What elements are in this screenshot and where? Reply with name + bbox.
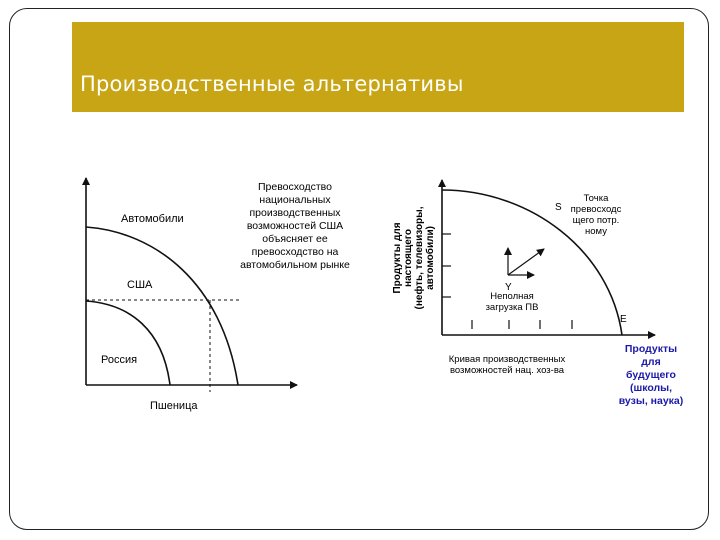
x-label-line: вузы, наука) [618, 395, 684, 407]
y-axis-ticks [442, 234, 451, 297]
left-x-axis-label: Пшеница [150, 400, 198, 412]
usa-label: США [127, 279, 153, 291]
right-y-axis-label [392, 206, 436, 309]
note-line: превосходство на [251, 246, 339, 258]
x-label-line: Продукты [624, 343, 678, 355]
note-line: автомобильном рынке [240, 259, 350, 271]
x-label-line: будущего [626, 369, 676, 381]
underuse-line: загрузка ПВ [485, 302, 539, 313]
point-e-label: E [620, 314, 627, 325]
russia-ppf-curve [86, 301, 170, 385]
underuse-label [486, 291, 539, 313]
point-note [571, 193, 622, 237]
point-note-line: Точка [583, 193, 609, 204]
point-note-line: щего потр. [572, 215, 620, 226]
growth-arrow-diagonal [508, 249, 544, 275]
ppf-caption-line: Кривая производственных [448, 354, 566, 365]
slide-title: Производственные альтернативы [80, 72, 464, 96]
underuse-line: Неполная [490, 291, 534, 302]
usa-advantage-note [240, 181, 350, 271]
x-label-line: для [641, 356, 661, 368]
y-label-line: настоящего [403, 229, 414, 287]
x-label-line: (школы, [629, 382, 673, 394]
right-x-axis-label [619, 343, 684, 407]
russia-label: Россия [101, 354, 138, 366]
note-line: национальных [259, 194, 331, 206]
left-y-axis-label: Автомобили [121, 213, 184, 225]
point-note-line: ному [585, 226, 607, 237]
y-label-line: Продукты для [392, 222, 403, 294]
note-line: производственных [249, 207, 341, 219]
note-line: объясняет ее [262, 233, 328, 245]
point-y-label: Y [505, 282, 512, 293]
right-diagram [392, 180, 683, 407]
y-label-line: (нефть, телевизоры, [414, 206, 425, 310]
note-line: Превосходство [257, 181, 333, 193]
point-s-label: S [555, 202, 562, 213]
note-line: возможностей США [246, 220, 344, 232]
left-diagram [86, 178, 350, 412]
point-note-line: превосходс [570, 204, 622, 215]
ppf-caption [449, 354, 566, 376]
y-label-line: автомобили) [425, 226, 436, 290]
ppf-caption-line: возможностей нац. хоз-ва [449, 365, 565, 376]
x-axis-ticks [472, 320, 572, 329]
